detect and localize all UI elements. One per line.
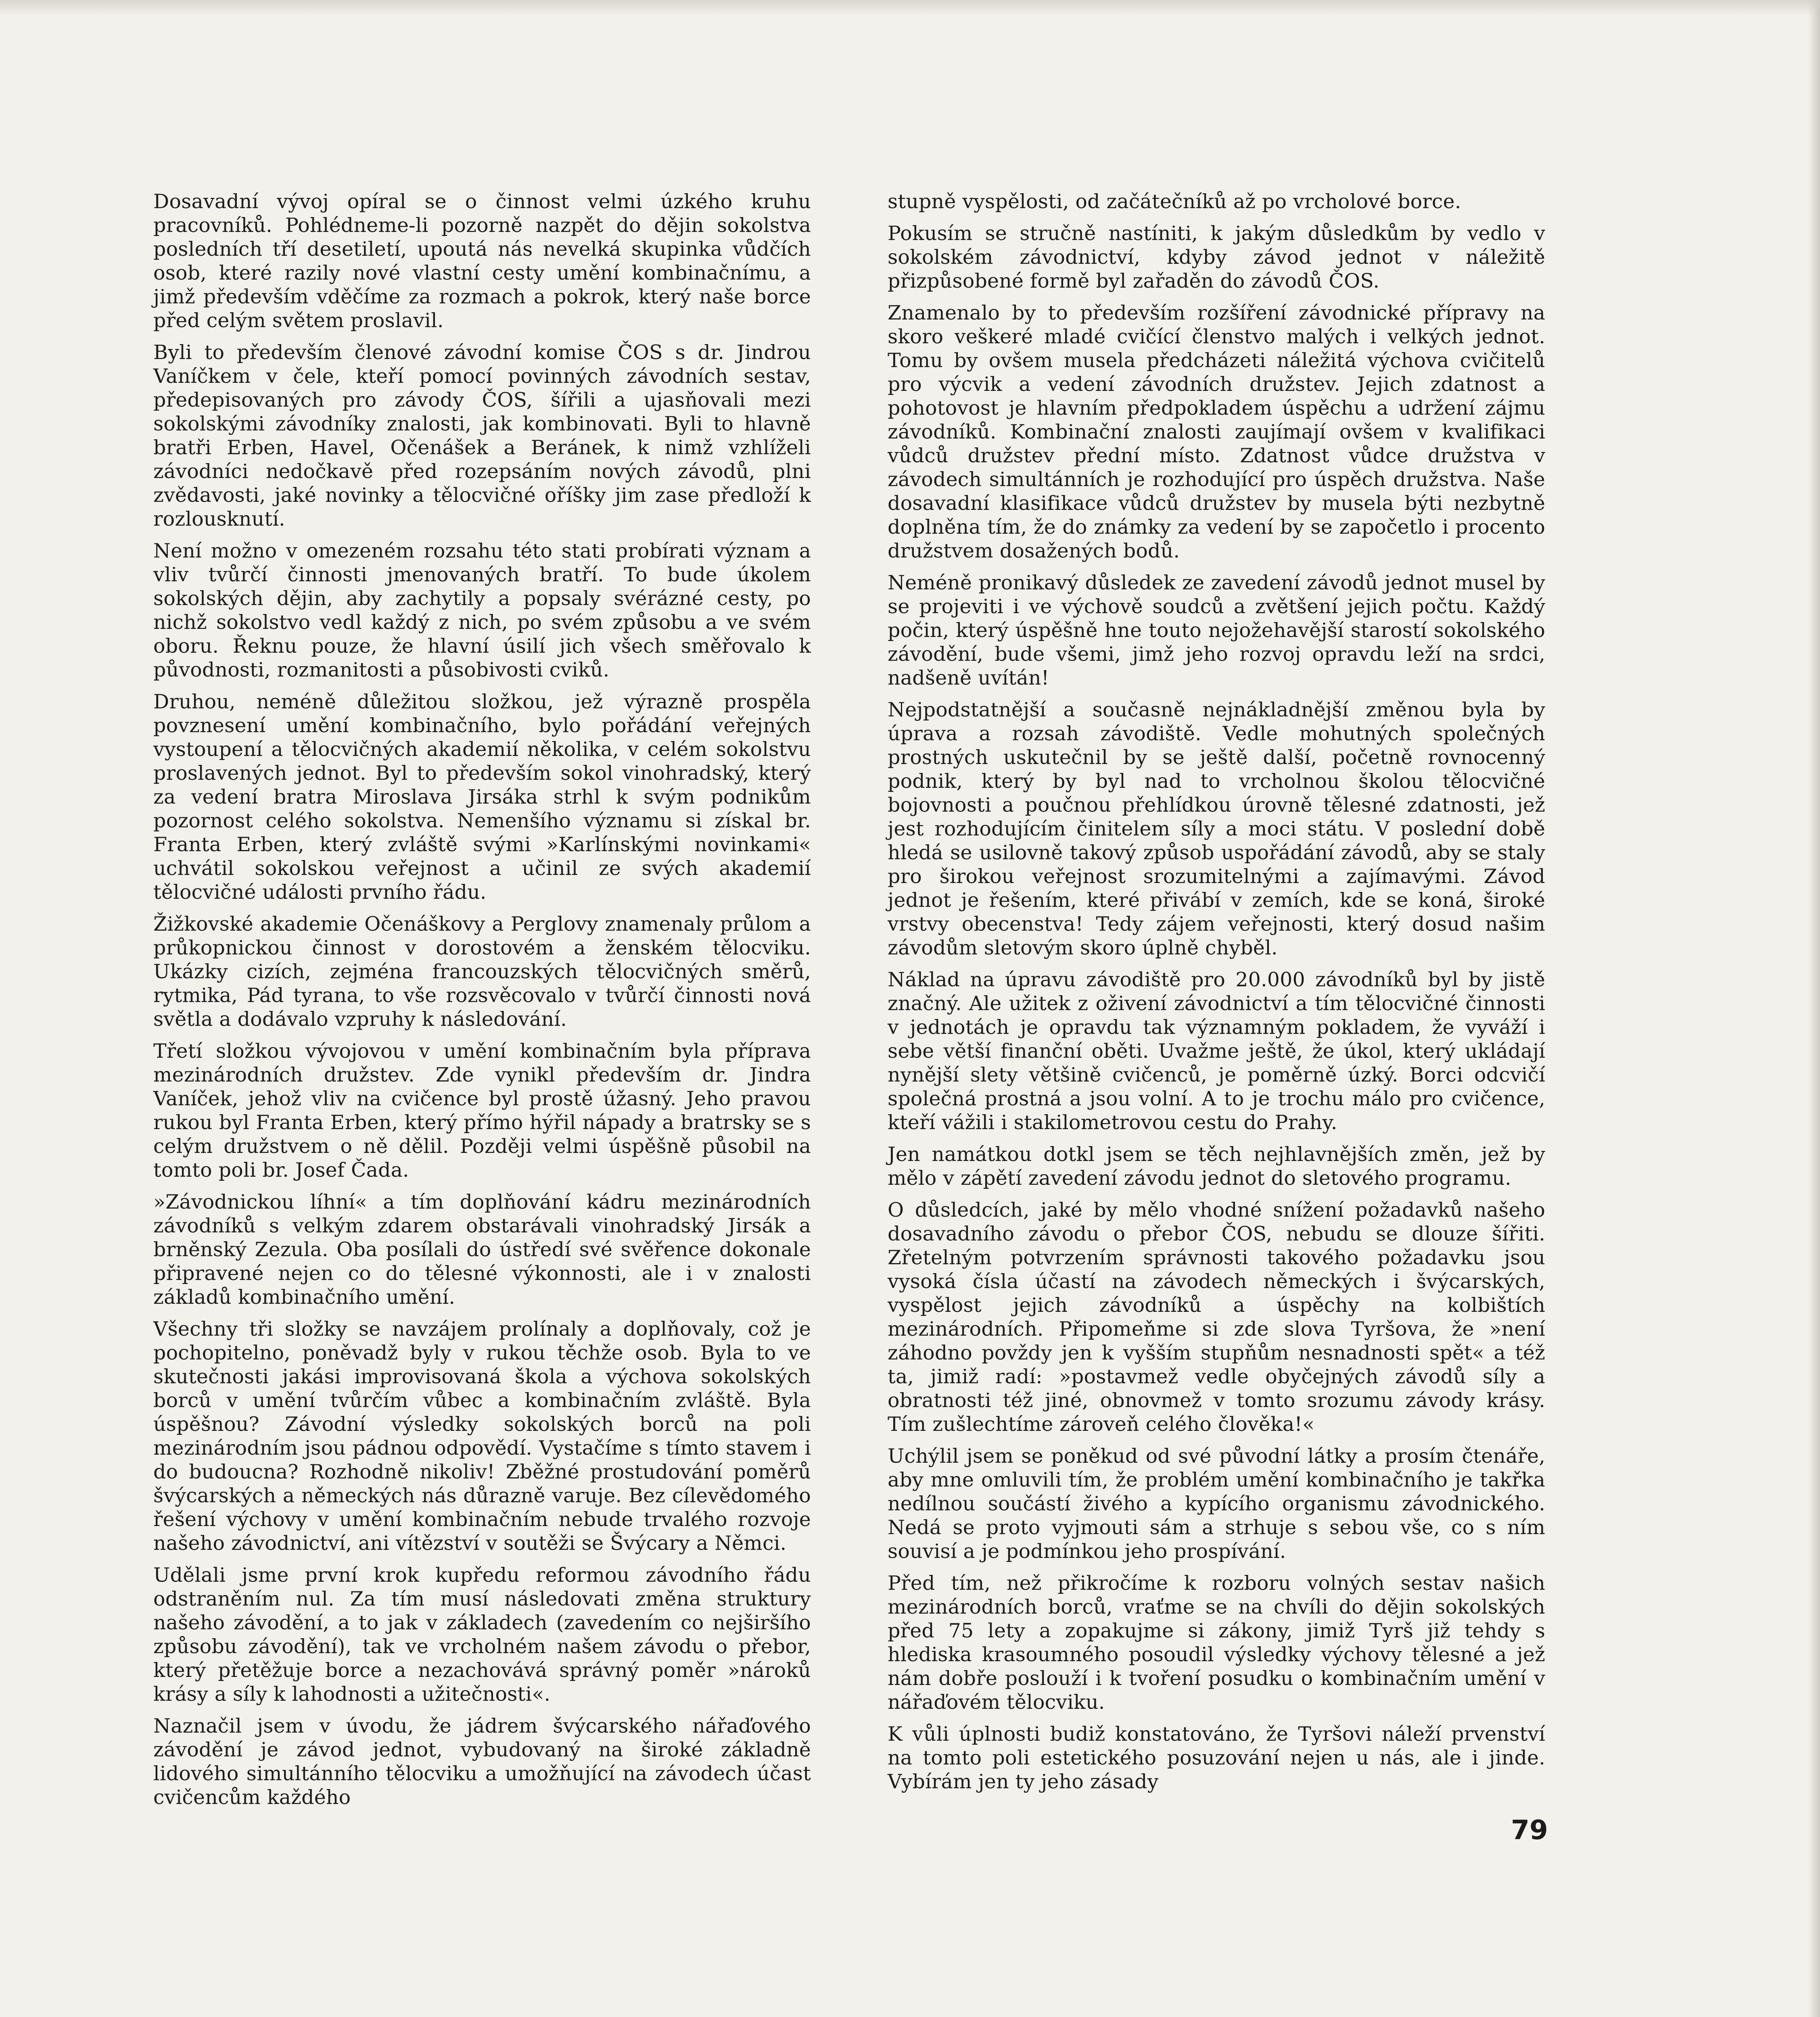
paragraph: K vůli úplnosti budiž konstatováno, že Tyršovi náleží prvenství na tomto poli estetického posuzování nejen u nás, ale i jinde. Vybírám jen ty jeho zásady (888, 1723, 1545, 1793)
paragraph: »Závodnickou líhní« a tím doplňování kádru mezinárodních závodníků s velkým zdarem obstarávali vinohradský Jirsák a brněnský Zezula. Oba posílali do ústředí své svěřence dokonale připravené nejen co do tělesné výkonnosti, ale i v znalosti základů kombinačního umění. (153, 1190, 811, 1309)
paragraph: Neméně pronikavý důsledek ze zavedení závodů jednot musel by se projeviti i ve výchově soudců a zvětšení jejich počtu. Každý počin, který úspěšně hne touto nejožehavější starostí sokolského závodění, bude všemi, jimž jeho rozvoj opravdu leží na srdci, nadšeně uvítán! (888, 571, 1545, 689)
paragraph: Udělali jsme první krok kupředu reformou závodního řádu odstraněním nul. Za tím musí následovati změna struktury našeho závodění, a to jak v základech (zavedením co nejširšího způsobu závodění), tak ve vrcholném našem závodu o přebor, který přetěžuje borce a nezachovává správný poměr »nároků krásy a síly k lahodnosti a užitečnosti«. (153, 1564, 811, 1706)
paragraph: Byli to především členové závodní komise ČOS s dr. Jindrou Vaníčkem v čele, kteří pomocí povinných závodních sestav, předepisovaných pro závody ČOS, šířili a ujasňovali mezi sokolskými závodníky znalosti, jak kombinovati. Byli to hlavně bratři Erben, Havel, Očenášek a Beránek, k nimž vzhlíželi závodníci nedočkavě před rozepsáním nových závodů, plni zvědavosti, jaké novinky a tělocvičné oříšky jim zase předloží k rozlousknutí. (153, 341, 811, 530)
right-text-column (888, 190, 1545, 1802)
paragraph: Třetí složkou vývojovou v umění kombinačním byla příprava mezinárodních družstev. Zde vynikl především dr. Jindra Vaníček, jehož vliv na cvičence byl prostě úžasný. Jeho pravou rukou byl Franta Erben, který přímo hýřil nápady a bratrsky se s celým družstvem o ně dělil. Později velmi úspěšně působil na tomto poli br. Josef Čada. (153, 1040, 811, 1182)
paragraph: Všechny tři složky se navzájem prolínaly a doplňovaly, což je pochopitelno, poněvadž byly v rukou těchže osob. Byla to ve skutečnosti jakási improvisovaná škola a výchova sokolských borců v umění tvůrčím vůbec a kombinačním zvláště. Byla úspěšnou? Závodní výsledky sokolských borců na poli mezinárodním jsou pádnou odpovědí. Vystačíme s tímto stavem i do budoucna? Rozhodně nikoliv! Zběžné prostudování poměrů švýcarských a německých nás důrazně varuje. Bez cílevědomého řešení výchovy v umění kombinačním nebude trvalého rozvoje našeho závodnictví, ani vítězství v soutěži se Švýcary a Němci. (153, 1318, 811, 1555)
paragraph: O důsledcích, jaké by mělo vhodné snížení požadavků našeho dosavadního závodu o přebor ČOS, nebudu se dlouze šířiti. Zřetelným potvrzením správnosti takového požadavku jsou vysoká čísla účastí na závodech německých i švýcarských, vyspělost jejich závodníků a úspěchy na kolbištích mezinárodních. Připomeňme si zde slova Tyršova, že »není záhodno povždy jen k vyšším stupňům nesnadnosti spět« a též ta, jimiž radí: »postavmež vedle obyčejných závodů síly a obratnosti též jiné, obnovmež v tomto srozumu závody krásy. Tím zušlechtíme zároveň celého člověka!« (888, 1199, 1545, 1436)
paragraph: Před tím, než přikročíme k rozboru volných sestav našich mezinárodních borců, vraťme se na chvíli do dějin sokolských před 75 lety a zopakujme si zákony, jimiž Tyrš již tehdy s hlediska krasoumného posoudil výsledky výchovy tělesné a jež nám dobře poslouží i k tvoření posudku o kombinačním umění v nářaďovém tělocviku. (888, 1572, 1545, 1714)
scan-edge-right (1808, 0, 1820, 2017)
paragraph: Druhou, neméně důležitou složkou, jež výrazně prospěla povznesení umění kombinačního, bylo pořádání veřejných vystoupení a tělocvičných akademií několika, v celém sokolstvu proslavených jednot. Byl to především sokol vinohradský, který za vedení bratra Miroslava Jirsáka strhl k svým podnikům pozornost celého sokolstva. Nemenšího významu si získal br. Franta Erben, který zvláště svými »Karlínskými novinkami« uchvátil sokolskou veřejnost a učinil ze svých akademií tělocvičné události prvního řádu. (153, 690, 811, 904)
paragraph: Náklad na úpravu závodiště pro 20.000 závodníků byl by jistě značný. Ale užitek z oživení závodnictví a tím tělocvičné činnosti v jednotách je opravdu tak významným pokladem, že vyváží i sebe větší finanční oběti. Uvažme ještě, že úkol, který ukládají nynější slety většině cvičenců, je poměrně úzký. Borci odcvičí společná prostná a jsou volní. A to je trochu málo pro cvičence, kteří vážili i stakilometrovou cestu do Prahy. (888, 968, 1545, 1134)
paragraph: Není možno v omezeném rozsahu této stati probírati význam a vliv tvůrčí činnosti jmenovaných bratří. To bude úkolem sokolských dějin, aby zachytily a popsaly svérázné cesty, po nichž sokolstvo vedl každý z nich, po svém způsobu a ve svém oboru. Řeknu pouze, že hlavní úsilí jich všech směřovalo k původnosti, rozmanitosti a působivosti cviků. (153, 539, 811, 681)
paragraph: Naznačil jsem v úvodu, že jádrem švýcarského nářaďového závodění je závod jednot, vybudovaný na široké základně lidového simultánního tělocviku a umožňující na závodech účast cvičencům každého (153, 1714, 811, 1809)
paragraph: Dosavadní vývoj opíral se o činnost velmi úzkého kruhu pracovníků. Pohlédneme-li pozorně nazpět do dějin sokolstva posledních tří desetiletí, upoutá nás nevelká skupinka vůdčích osob, které razily nové vlastní cesty umění kombinačnímu, a jimž především vděčíme za rozmach a pokrok, který naše borce před celým světem proslavil. (153, 190, 811, 332)
paragraph: Znamenalo by to především rozšíření závodnické přípravy na skoro veškeré mladé cvičící členstvo malých i velkých jednot. Tomu by ovšem musela předcházeti náležitá výchova cvičitelů pro výcvik a vedení závodních družstev. Jejich zdatnost a pohotovost je hlavním předpokladem úspěchu a udržení zájmu závodníků. Kombinační znalosti zaujímají ovšem v kvalifikaci vůdců družstev přední místo. Zdatnost vůdce družstva v závodech simultánních je rozhodující pro úspěch družstva. Naše dosavadní klasifikace vůdců družstev by musela býti nezbytně doplněna tím, že do známky za vedení by se započetlo i procento družstvem dosažených bodů. (888, 301, 1545, 562)
left-text-column (153, 190, 811, 1817)
paragraph: Nejpodstatnější a současně nejnákladnější změnou byla by úprava a rozsah závodiště. Vedle mohutných společných prostných uskutečnil by se ještě další, početně rovnocenný podnik, který by byl nad to vrcholnou školou tělocvičné bojovnosti a poučnou přehlídkou úrovně tělesné zdatnosti, jež jest rozhodujícím činitelem síly a moci státu. V poslední době hledá se usilovně takový způsob uspořádání závodů, aby se staly pro širokou veřejnost srozumitelnými a zajímavými. Závod jednot je řešením, které přivábí v zemích, kde se koná, široké vrstvy obecenstva! Tedy zájem veřejnosti, který dosud našim závodům sletovým skoro úplně chyběl. (888, 698, 1545, 959)
paragraph: Pokusím se stručně nastíniti, k jakým důsledkům by vedlo v sokolském závodnictví, kdyby závod jednot v náležitě přizpůsobené formě byl zařaděn do závodů ČOS. (888, 222, 1545, 292)
paragraph: stupně vyspělosti, od začátečníků až po vrcholové borce. (888, 190, 1461, 213)
page-number: 79 (1511, 1814, 1548, 1846)
scan-edge-top (0, 0, 1820, 16)
paragraph: Uchýlil jsem se poněkud od své původní látky a prosím čtenáře, aby mne omluvili tím, že problém umění kombinačního je takřka nedílnou součástí živého a kypícího organismu závodnického. Nedá se proto vyjmouti sám a strhuje s sebou vše, co s ním souvisí a je podmínkou jeho prospívání. (888, 1445, 1545, 1563)
paragraph: Jen namátkou dotkl jsem se těch nejhlavnějších změn, jež by mělo v zápětí zavedení závodu jednot do sletového programu. (888, 1143, 1545, 1190)
paragraph: Žižkovské akademie Očenáškovy a Perglovy znamenaly průlom a průkopnickou činnost v dorostovém a ženském tělocviku. Ukázky cizích, zejména francouzských tělocvičných směrů, rytmika, Pád tyrana, to vše rozsvěcovalo v tvůrčí činnosti nová světla a dodávalo vzpruhy k následování. (153, 912, 811, 1031)
